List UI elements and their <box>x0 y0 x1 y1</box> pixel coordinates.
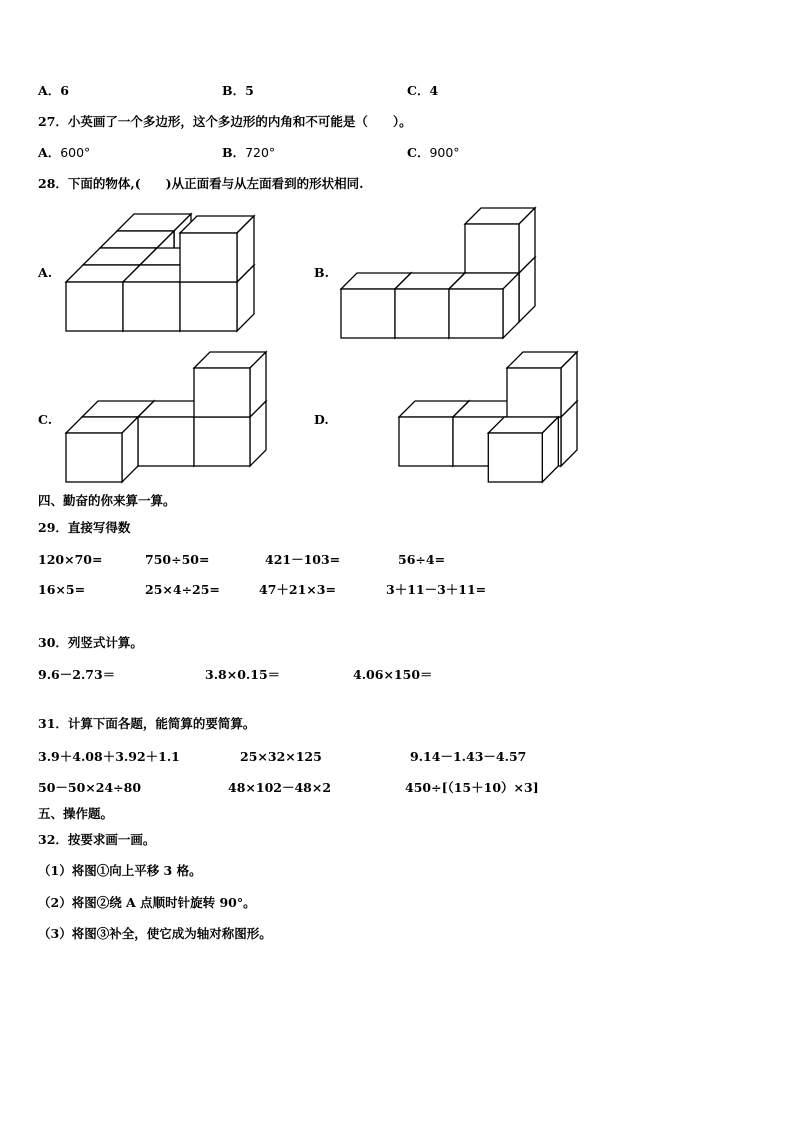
q28-label-b: B. <box>314 265 329 280</box>
q29-stem: 29．直接写得数 <box>38 520 131 535</box>
q28-label-d: D. <box>314 412 329 427</box>
option-letter: C． <box>407 145 430 160</box>
q31-stem: 31．计算下面各题，能简算的要简算。 <box>38 716 256 731</box>
q30-item: 9.6－2.73＝ <box>38 667 116 682</box>
cube <box>194 352 266 417</box>
q26-option-c: C．4 <box>407 83 439 98</box>
q32-step: （3）将图③补全，使它成为轴对称图形。 <box>38 926 272 941</box>
q28-stem: 28．下面的物体,( )从正面看与从左面看到的形状相同. <box>38 176 364 191</box>
cube-figure-a <box>66 214 254 331</box>
q30-item: 4.06×150＝ <box>353 667 433 682</box>
section-5-title: 五、操作题。 <box>38 806 114 821</box>
q31-item: 50－50×24÷80 <box>38 780 142 795</box>
q29-item: 120×70= <box>38 552 103 567</box>
q31-item: 25×32×125 <box>240 749 322 764</box>
cube <box>465 208 535 273</box>
cube <box>507 352 577 417</box>
option-letter: A． <box>38 145 61 160</box>
option-value: 900° <box>429 145 460 160</box>
q29-item: 750÷50= <box>145 552 210 567</box>
q31-item: 48×102－48×2 <box>228 780 332 795</box>
q29-item: 47＋21×3= <box>259 582 336 597</box>
option-value: 600° <box>60 145 91 160</box>
cube-figure-c <box>66 352 266 482</box>
cube <box>66 417 138 482</box>
q28-label-c: C. <box>38 412 53 427</box>
q31-item: 9.14－1.43－4.57 <box>410 749 527 764</box>
q30-stem: 30．列竖式计算。 <box>38 635 143 650</box>
cube <box>449 273 519 338</box>
cube <box>488 417 558 482</box>
option-letter: B． <box>222 145 246 160</box>
q26-option-a: A．6 <box>38 83 69 98</box>
q30-item: 3.8×0.15＝ <box>205 667 281 682</box>
q28-label-a: A. <box>38 265 53 280</box>
section-4-title: 四、勤奋的你来算一算。 <box>38 493 176 508</box>
q29-item: 56÷4= <box>398 552 446 567</box>
q27-stem: 27．小英画了一个多边形，这个多边形的内角和不可能是（ ）。 <box>38 114 412 129</box>
q32-step: （2）将图②绕 A 点顺时针旋转 90°。 <box>38 895 256 910</box>
q31-item: 450÷[（15＋10）×3] <box>405 780 539 795</box>
cube-figure-b <box>341 208 535 338</box>
q32-step: （1）将图①向上平移 3 格。 <box>38 863 202 878</box>
cube-figure-d <box>399 352 577 482</box>
q29-item: 16×5= <box>38 582 86 597</box>
cube <box>180 216 254 282</box>
q31-item: 3.9＋4.08＋3.92＋1.1 <box>38 749 180 764</box>
q26-option-b: B．5 <box>222 83 254 98</box>
cube-figures <box>0 0 794 500</box>
q29-item: 421－103= <box>265 552 341 567</box>
q32-stem: 32．按要求画一画。 <box>38 832 156 847</box>
q29-item: 25×4÷25= <box>145 582 220 597</box>
q29-item: 3＋11－3＋11= <box>386 582 487 597</box>
option-value: 720° <box>245 145 276 160</box>
